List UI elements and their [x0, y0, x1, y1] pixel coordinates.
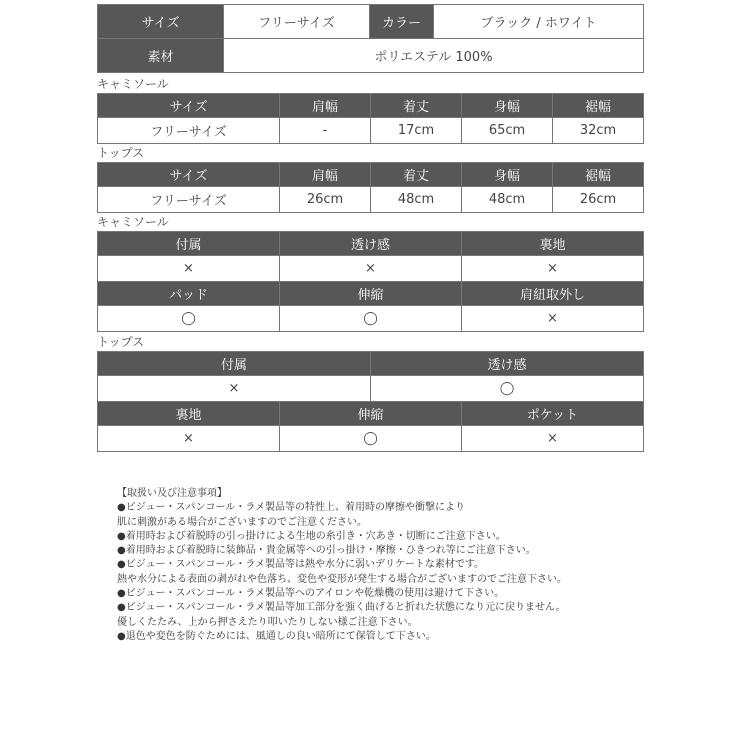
size-label: サイズ: [98, 5, 224, 39]
note-line: ●ビジュー・スパンコール・ラメ製品等加工部分を強く曲げると折れた状態になり元に戻りません。: [117, 602, 566, 614]
note-line: 優しくたたみ、上から押さえたり叩いたりしない様ご注意下さい。: [117, 616, 418, 628]
header-cell: サイズ: [98, 163, 280, 187]
value-cell: ×: [462, 256, 644, 282]
tops-features-table-b: [97, 401, 644, 452]
note-line: ●着用時および着脱時に装飾品・貴金属等への引っ掛け・摩擦・ひきつれ等にご注意下さい。: [117, 545, 536, 557]
tops-size-table: [97, 162, 644, 213]
product-detail: [97, 4, 643, 452]
camisole-features-table: [97, 231, 644, 332]
note-line: ●ビジュー・スパンコール・ラメ製品等は熱や水分に弱いデリケートな素材です。: [117, 559, 485, 571]
color-label: カラー: [370, 5, 434, 39]
value-cell: フリーサイズ: [98, 187, 280, 213]
material-value: ポリエステル 100%: [224, 39, 644, 73]
value-cell: ×: [462, 306, 644, 332]
header-cell: 身幅: [462, 94, 553, 118]
header-cell: 着丈: [371, 94, 462, 118]
notes-heading: 【取扱い及び注意事項】: [117, 488, 227, 499]
note-line: ●着用時および着脱時の引っ掛けによる生地の糸引き・穴あき・切断にご注意下さい。: [117, 530, 506, 542]
value-cell: ×: [98, 426, 280, 452]
value-cell: フリーサイズ: [98, 118, 280, 144]
note-line: ●ビジュー・スパンコール・ラメ製品等へのアイロンや乾燥機の使用は避けて下さい。: [117, 588, 505, 600]
note-line: ●退色や変色を防ぐためには、風通しの良い暗所にて保管して下さい。: [117, 630, 436, 642]
size-value: フリーサイズ: [224, 5, 370, 39]
tops-features-table-a: [97, 351, 644, 402]
spec-table: [97, 4, 644, 73]
tops-features-title: トップス: [97, 335, 145, 349]
value-cell: 48cm: [371, 187, 462, 213]
value-cell: ×: [462, 426, 644, 452]
value-cell: -: [280, 118, 371, 144]
value-cell: ◯: [371, 376, 644, 402]
value-cell: ×: [98, 376, 371, 402]
value-cell: ×: [280, 256, 462, 282]
header-cell: 透け感: [371, 352, 644, 376]
header-cell: サイズ: [98, 94, 280, 118]
value-cell: ×: [98, 256, 280, 282]
header-cell: 付属: [98, 352, 371, 376]
note-line: 熱や水分による表面の剥がれや色落ち、変色や変形が発生する場合がございますのでご注意下さい。: [117, 573, 567, 585]
header-cell: 付属: [98, 232, 280, 256]
header-cell: 裾幅: [553, 163, 644, 187]
header-cell: 裏地: [98, 402, 280, 426]
header-cell: 透け感: [280, 232, 462, 256]
value-cell: 17cm: [371, 118, 462, 144]
value-cell: 32cm: [553, 118, 644, 144]
color-value: ブラック / ホワイト: [434, 5, 644, 39]
value-cell: ◯: [98, 306, 280, 332]
header-cell: パッド: [98, 282, 280, 306]
value-cell: 65cm: [462, 118, 553, 144]
header-cell: 裾幅: [553, 94, 644, 118]
header-cell: 身幅: [462, 163, 553, 187]
camisole-size-table: [97, 93, 644, 144]
header-cell: 伸縮: [280, 282, 462, 306]
camisole-size-title: キャミソール: [97, 77, 169, 91]
value-cell: 48cm: [462, 187, 553, 213]
camisole-features-title: キャミソール: [97, 215, 169, 229]
care-notes: [117, 487, 637, 644]
header-cell: 伸縮: [280, 402, 462, 426]
header-cell: 肩幅: [280, 163, 371, 187]
material-label: 素材: [98, 39, 224, 73]
header-cell: 肩幅: [280, 94, 371, 118]
header-cell: 着丈: [371, 163, 462, 187]
value-cell: 26cm: [280, 187, 371, 213]
value-cell: 26cm: [553, 187, 644, 213]
header-cell: 裏地: [462, 232, 644, 256]
header-cell: ポケット: [462, 402, 644, 426]
value-cell: ◯: [280, 426, 462, 452]
note-line: 肌に刺激がある場合がございますのでご注意ください。: [117, 516, 367, 528]
header-cell: 肩紐取外し: [462, 282, 644, 306]
note-line: ●ビジュー・スパンコール・ラメ製品等の特性上、着用時の摩擦や衝撃により: [117, 502, 466, 514]
value-cell: ◯: [280, 306, 462, 332]
tops-size-title: トップス: [97, 146, 145, 160]
